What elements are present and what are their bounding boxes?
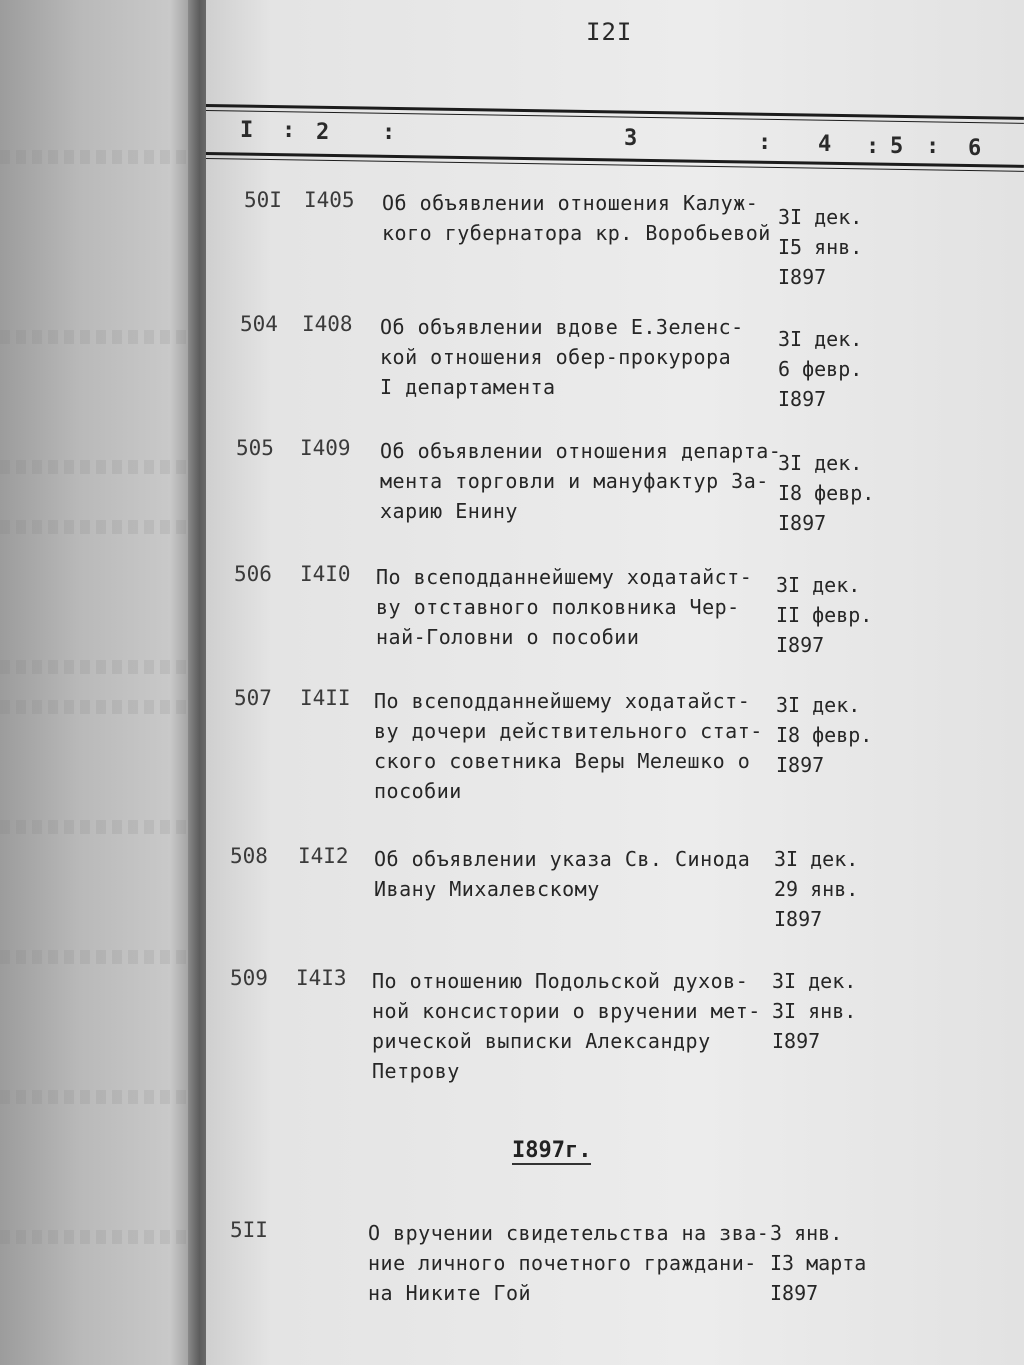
description-line: По всеподданнейшему ходатайст- [376,565,753,589]
entry-description [372,966,772,1086]
year-heading-text: I897г. [512,1138,592,1163]
description-line: ву дочери действительного стат- [374,719,763,743]
date-start: 3I дек. [776,573,861,597]
date-year: I897 [776,753,825,777]
description-line: на Никите Гой [368,1281,532,1305]
description-line: ной консистории о вручении мет- [372,999,761,1023]
description-line: По отношению Подольской духов- [372,969,749,993]
column-separator: : [282,118,296,143]
date-year: I897 [774,907,823,931]
description-line: По всеподданнейшему ходатайст- [374,689,751,713]
description-line: Об объявлении указа Св. Синода [374,847,751,871]
entry-code: I4I2 [298,844,349,868]
entry-code: I408 [302,312,353,336]
date-end: I5 янв. [778,235,863,259]
entry-number: 506 [234,562,272,586]
description-line: Об объявлении вдове Е.Зеленс- [380,315,744,339]
description-line: ву отставного полковника Чер- [376,595,740,619]
date-year: I897 [778,387,827,411]
description-line: ние личного почетного граждани- [368,1251,757,1275]
entry-dates [774,844,858,934]
date-start: 3 янв. [770,1221,843,1245]
date-year: I897 [778,265,827,289]
entry-description [374,844,774,904]
entry-number: 505 [236,436,274,460]
bleed-through-text [0,660,200,674]
description-line: Ивану Михалевскому [374,877,600,901]
description-line: I департамента [380,375,556,399]
column-header-2: 2 [316,120,330,145]
date-year: I897 [776,633,825,657]
entry-description [368,1218,768,1308]
bleed-through-text [0,520,200,534]
adjacent-page [0,0,200,1365]
description-line: мента торговли и мануфактур За- [380,469,769,493]
bleed-through-text [0,150,200,164]
date-year: I897 [778,511,827,535]
entry-description [380,312,780,402]
description-line: кого губернатора кр. Воробьевой [382,221,771,245]
bleed-through-text [0,1090,200,1104]
column-separator: : [382,120,396,145]
date-start: 3I дек. [778,205,863,229]
bleed-through-text [0,700,200,714]
column-separator: : [926,134,940,159]
entry-code: I409 [300,436,351,460]
date-end: 6 февр. [778,357,863,381]
date-start: 3I дек. [778,327,863,351]
entry-dates [772,966,856,1056]
bleed-through-text [0,820,200,834]
column-header-4: 4 [818,132,832,157]
entry-dates [778,324,862,414]
description-line: пособии [374,779,462,803]
entry-description [380,436,780,526]
entry-number: 509 [230,966,268,990]
description-line: най-Головни о пособии [376,625,640,649]
description-line: О вручении свидетельства на зва- [368,1221,770,1245]
date-start: 3I дек. [776,693,861,717]
description-line: Об объявлении отношения Калуж- [382,191,759,215]
description-line: кой отношения обер-прокурора [380,345,732,369]
description-line: Петрову [372,1059,460,1083]
entry-dates [778,202,862,292]
entry-code: I4II [300,686,351,710]
entry-number: 504 [240,312,278,336]
bleed-through-text [0,460,200,474]
entry-code: I4I0 [300,562,351,586]
entry-code: I4I3 [296,966,347,990]
date-end: 29 янв. [774,877,859,901]
description-line: ского советника Веры Мелешко о [374,749,751,773]
date-end: 3I янв. [772,999,857,1023]
bleed-through-text [0,1230,200,1244]
date-start: 3I дек. [778,451,863,475]
year-heading [512,1138,591,1163]
entry-dates [776,570,872,660]
entry-number: 507 [234,686,272,710]
column-header-6: 6 [968,136,982,161]
column-header-3: 3 [624,126,638,151]
entry-dates [770,1218,866,1308]
date-end: I8 февр. [776,723,873,747]
date-year: I897 [770,1281,819,1305]
bleed-through-text [0,330,200,344]
date-year: I897 [772,1029,821,1053]
date-end: I3 марта [770,1251,867,1275]
date-start: 3I дек. [774,847,859,871]
entry-dates [776,690,872,780]
date-start: 3I дек. [772,969,857,993]
entry-dates [778,448,874,538]
date-end: II февр. [776,603,873,627]
entry-description [382,188,782,248]
date-end: I8 февр. [778,481,875,505]
entry-description [376,562,776,652]
entry-number: 50I [244,188,282,212]
column-separator: : [758,130,772,155]
entry-number: 508 [230,844,268,868]
page-number: I2I [586,18,633,46]
description-line: рической выписки Александру [372,1029,711,1053]
document-page [206,0,1024,1365]
description-line: Об объявлении отношения департа- [380,439,782,463]
column-header-5: 5 [890,134,904,159]
entry-description [374,686,774,806]
column-separator: : [866,134,880,159]
bleed-through-text [0,950,200,964]
description-line: харию Енину [380,499,518,523]
entry-code: I405 [304,188,355,212]
entry-number: 5II [230,1218,268,1242]
column-header-1: I [240,118,254,143]
